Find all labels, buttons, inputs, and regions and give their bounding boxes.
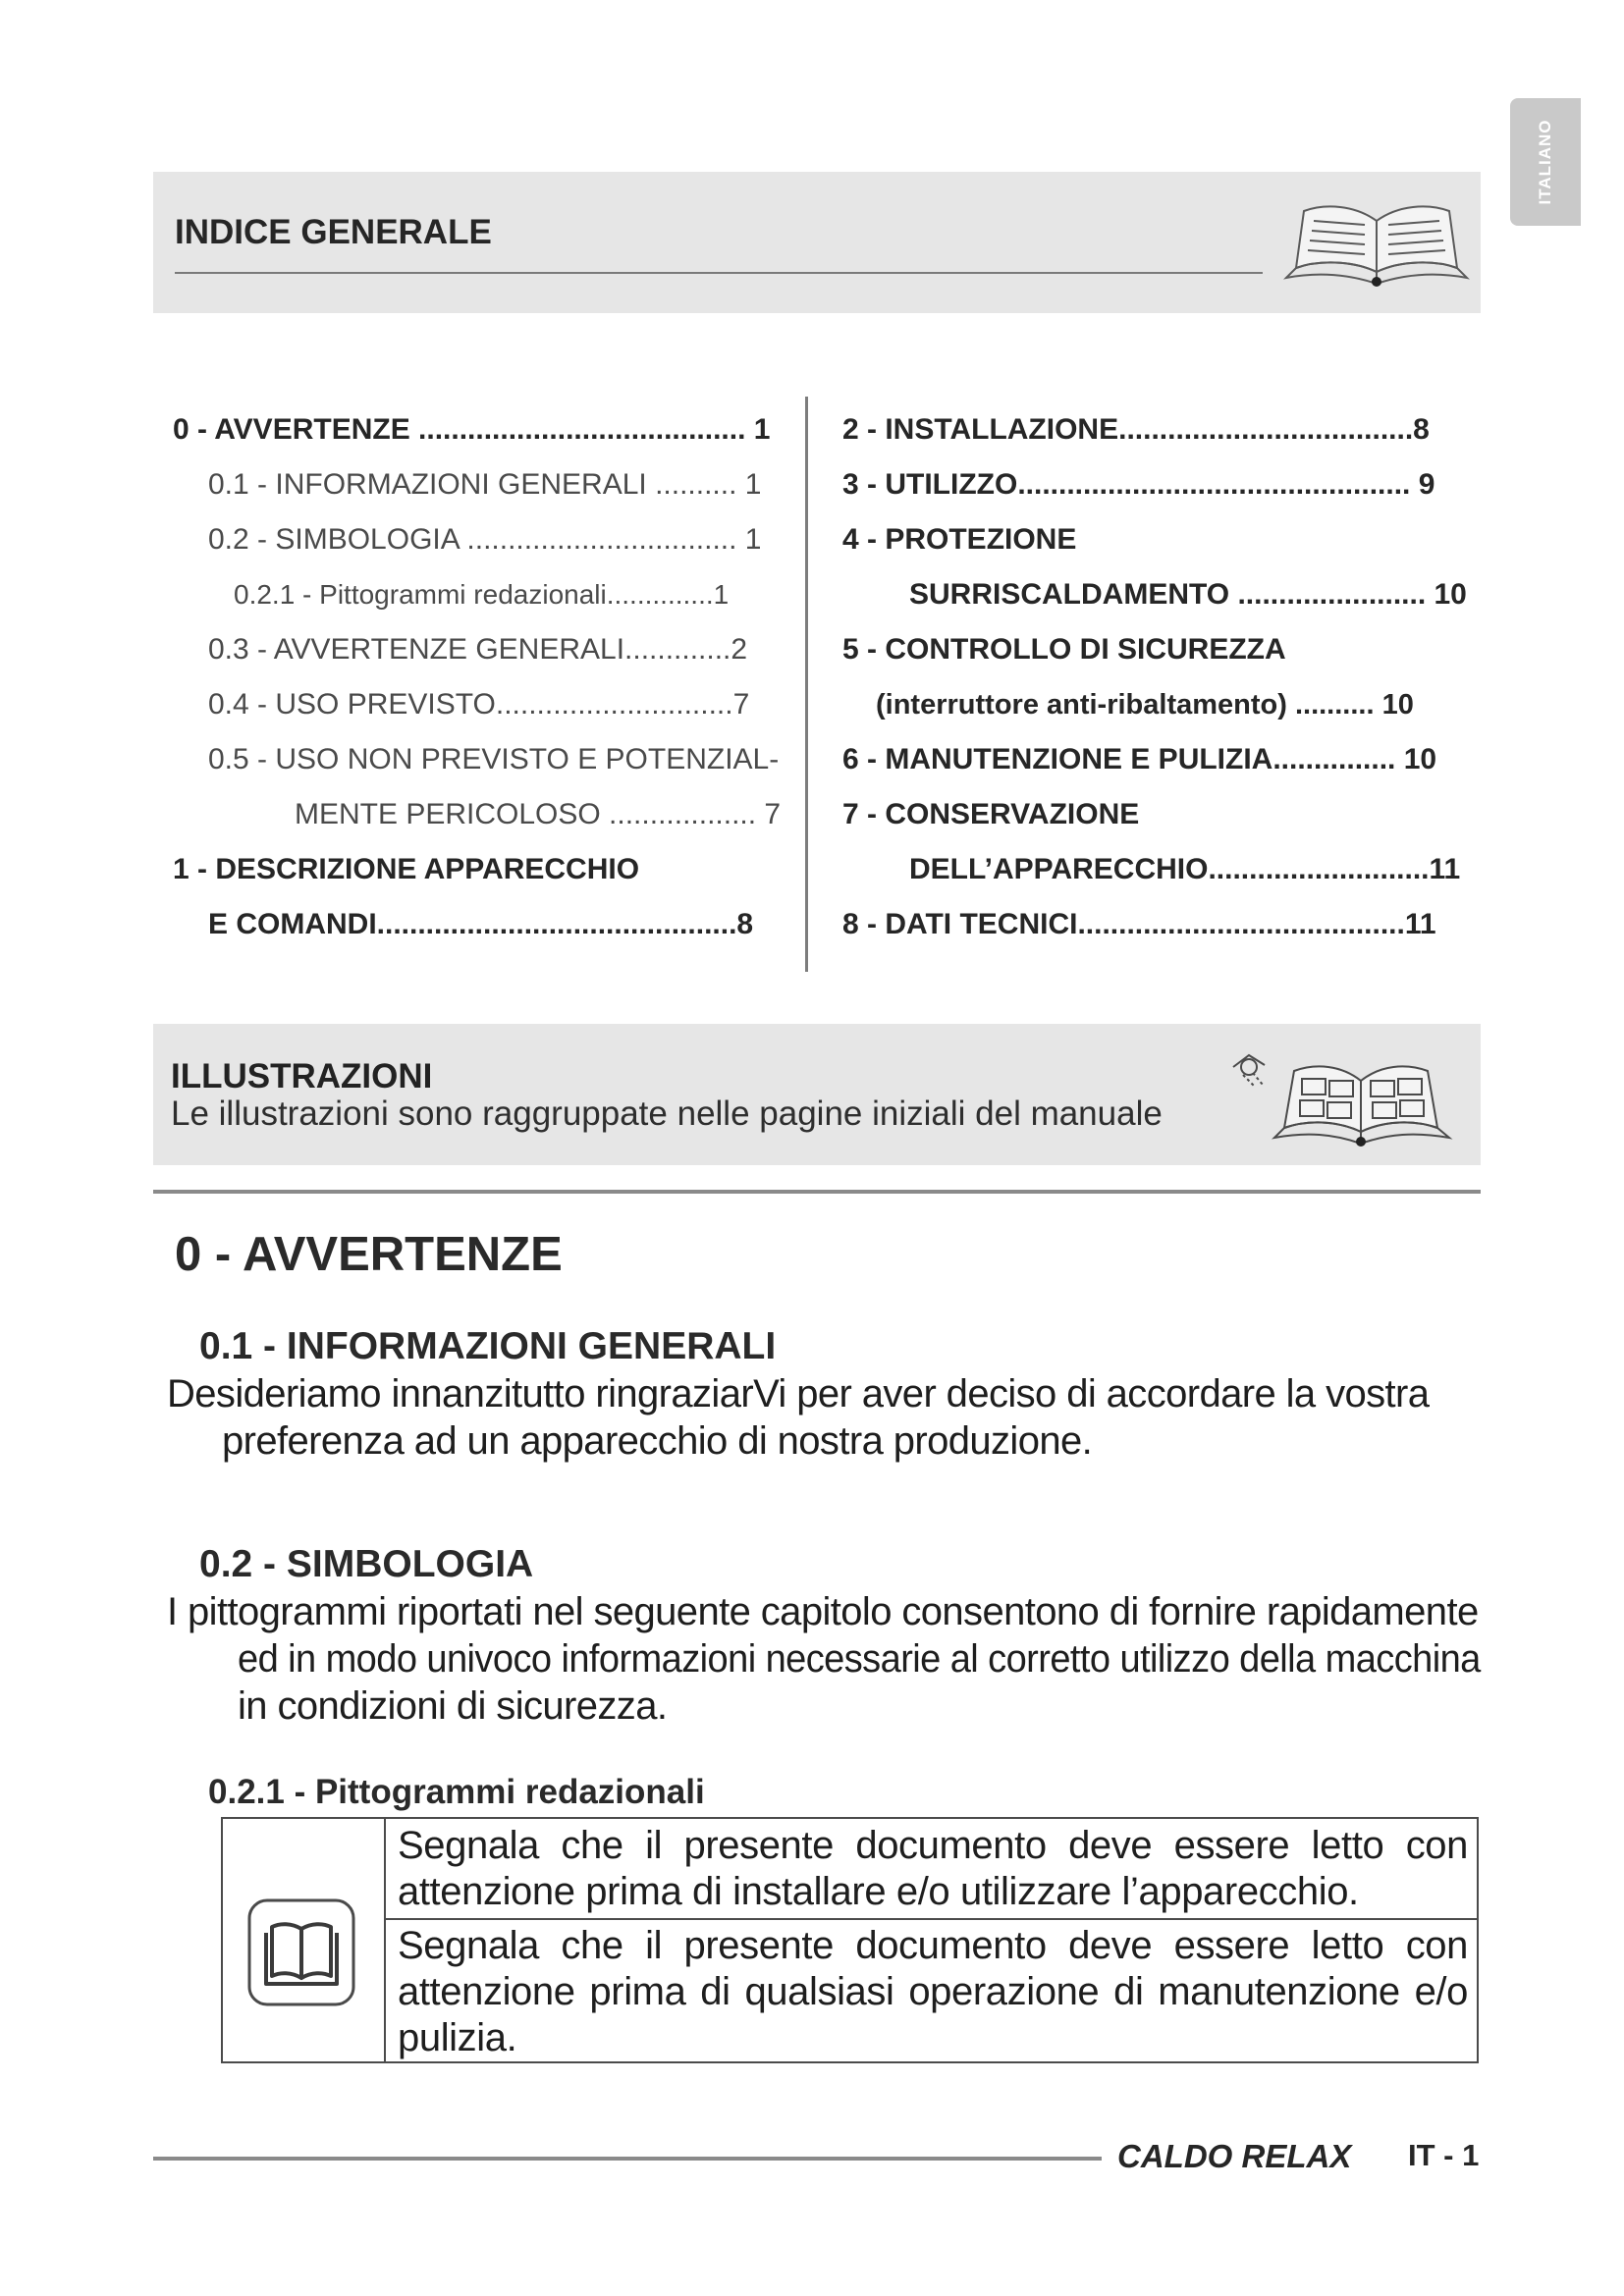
toc-item[interactable]: 0.5 - USO NON PREVISTO E POTENZIAL- — [208, 743, 780, 775]
pictogram-description: Segnala che il presente documento deve essere letto con attenzione prima di qualsiasi operazione di manutenzione e/o pulizia. — [398, 1924, 1468, 2059]
toc-item[interactable]: MENTE PERICOLOSO .................. 7 — [295, 798, 782, 830]
toc-item[interactable]: 5 - CONTROLLO DI SICUREZZA — [842, 633, 1286, 666]
toc-item[interactable]: 0.2.1 - Pittogrammi redazionali..............1 — [234, 579, 730, 610]
language-tab-label: ITALIANO — [1536, 119, 1554, 205]
paragraph-line: in condizioni di sicurezza. — [238, 1684, 668, 1728]
toc-item[interactable]: 8 - DATI TECNICI........................................11 — [842, 908, 1436, 940]
paragraph-line: ed in modo univoco informazioni necessarie al corretto utilizzo della macchina — [238, 1637, 1481, 1681]
table-divider — [384, 1819, 386, 2061]
subsection-title: 0.2 - SIMBOLOGIA — [199, 1543, 534, 1585]
paragraph-line: Desideriamo innanzitutto ringraziarVi per aver deciso di accordare la vostra — [167, 1372, 1430, 1415]
toc-item[interactable]: 6 - MANUTENZIONE E PULIZIA............... 10 — [842, 743, 1437, 775]
toc-item[interactable]: 2 - INSTALLAZIONE....................................8 — [842, 413, 1430, 446]
paragraph-line: I pittogrammi riportati nel seguente capitolo consentono di fornire rapidamente — [167, 1590, 1479, 1633]
pictogram-table — [221, 1817, 1479, 2063]
toc-item[interactable]: 0 - AVVERTENZE ........................................ 1 — [173, 413, 771, 446]
toc-item[interactable]: 3 - UTILIZZO................................................ 9 — [842, 468, 1435, 501]
index-header — [153, 172, 1481, 313]
language-tab — [1510, 98, 1581, 226]
toc-item[interactable]: 4 - PROTEZIONE — [842, 523, 1077, 556]
illustrations-title: ILLUSTRAZIONI — [171, 1057, 433, 1095]
toc-item[interactable]: (interruttore anti-ribaltamento) .......... 10 — [876, 689, 1414, 721]
toc-item[interactable]: 0.1 - INFORMAZIONI GENERALI .......... 1 — [208, 468, 762, 501]
page-number: IT - 1 — [1408, 2138, 1480, 2172]
toc-item[interactable]: 0.3 - AVVERTENZE GENERALI.............2 — [208, 633, 748, 666]
index-title-rule — [175, 272, 1263, 274]
section-title: 0 - AVVERTENZE — [175, 1228, 563, 1281]
pictogram-description: Segnala che il presente documento deve essere letto con attenzione prima di installare e/o utilizzare l’apparecchio. — [398, 1824, 1468, 1913]
footer-product-name: CALDO RELAX — [1117, 2138, 1352, 2174]
table-divider — [386, 1918, 1477, 1920]
open-book-icon — [1278, 191, 1475, 290]
subsubsection-title: 0.2.1 - Pittogrammi redazionali — [208, 1773, 705, 1811]
toc-item[interactable]: E COMANDI............................................8 — [208, 908, 754, 940]
toc-divider — [805, 397, 808, 972]
footer-rule — [153, 2157, 1102, 2161]
toc-item[interactable]: 0.2 - SIMBOLOGIA ................................. 1 — [208, 523, 762, 556]
index-title: INDICE GENERALE — [175, 213, 492, 251]
book-with-eye-icon — [1214, 1045, 1459, 1153]
subsection-title: 0.1 - INFORMAZIONI GENERALI — [199, 1325, 777, 1367]
section-separator — [153, 1190, 1481, 1194]
toc-item[interactable]: 7 - CONSERVAZIONE — [842, 798, 1140, 830]
toc-item[interactable]: SURRISCALDAMENTO ....................... 10 — [909, 578, 1467, 611]
toc-item[interactable]: DELL’APPARECCHIO...........................11 — [909, 853, 1461, 885]
illustrations-header — [153, 1024, 1481, 1165]
toc-item[interactable]: 0.4 - USO PREVISTO.............................7 — [208, 688, 750, 721]
toc-item[interactable]: 1 - DESCRIZIONE APPARECCHIO — [173, 853, 640, 885]
paragraph-line: preferenza ad un apparecchio di nostra produzione. — [222, 1419, 1093, 1463]
illustrations-subtitle: Le illustrazioni sono raggruppate nelle pagine iniziali del manuale — [171, 1095, 1163, 1133]
read-manual-icon — [246, 1897, 356, 2007]
